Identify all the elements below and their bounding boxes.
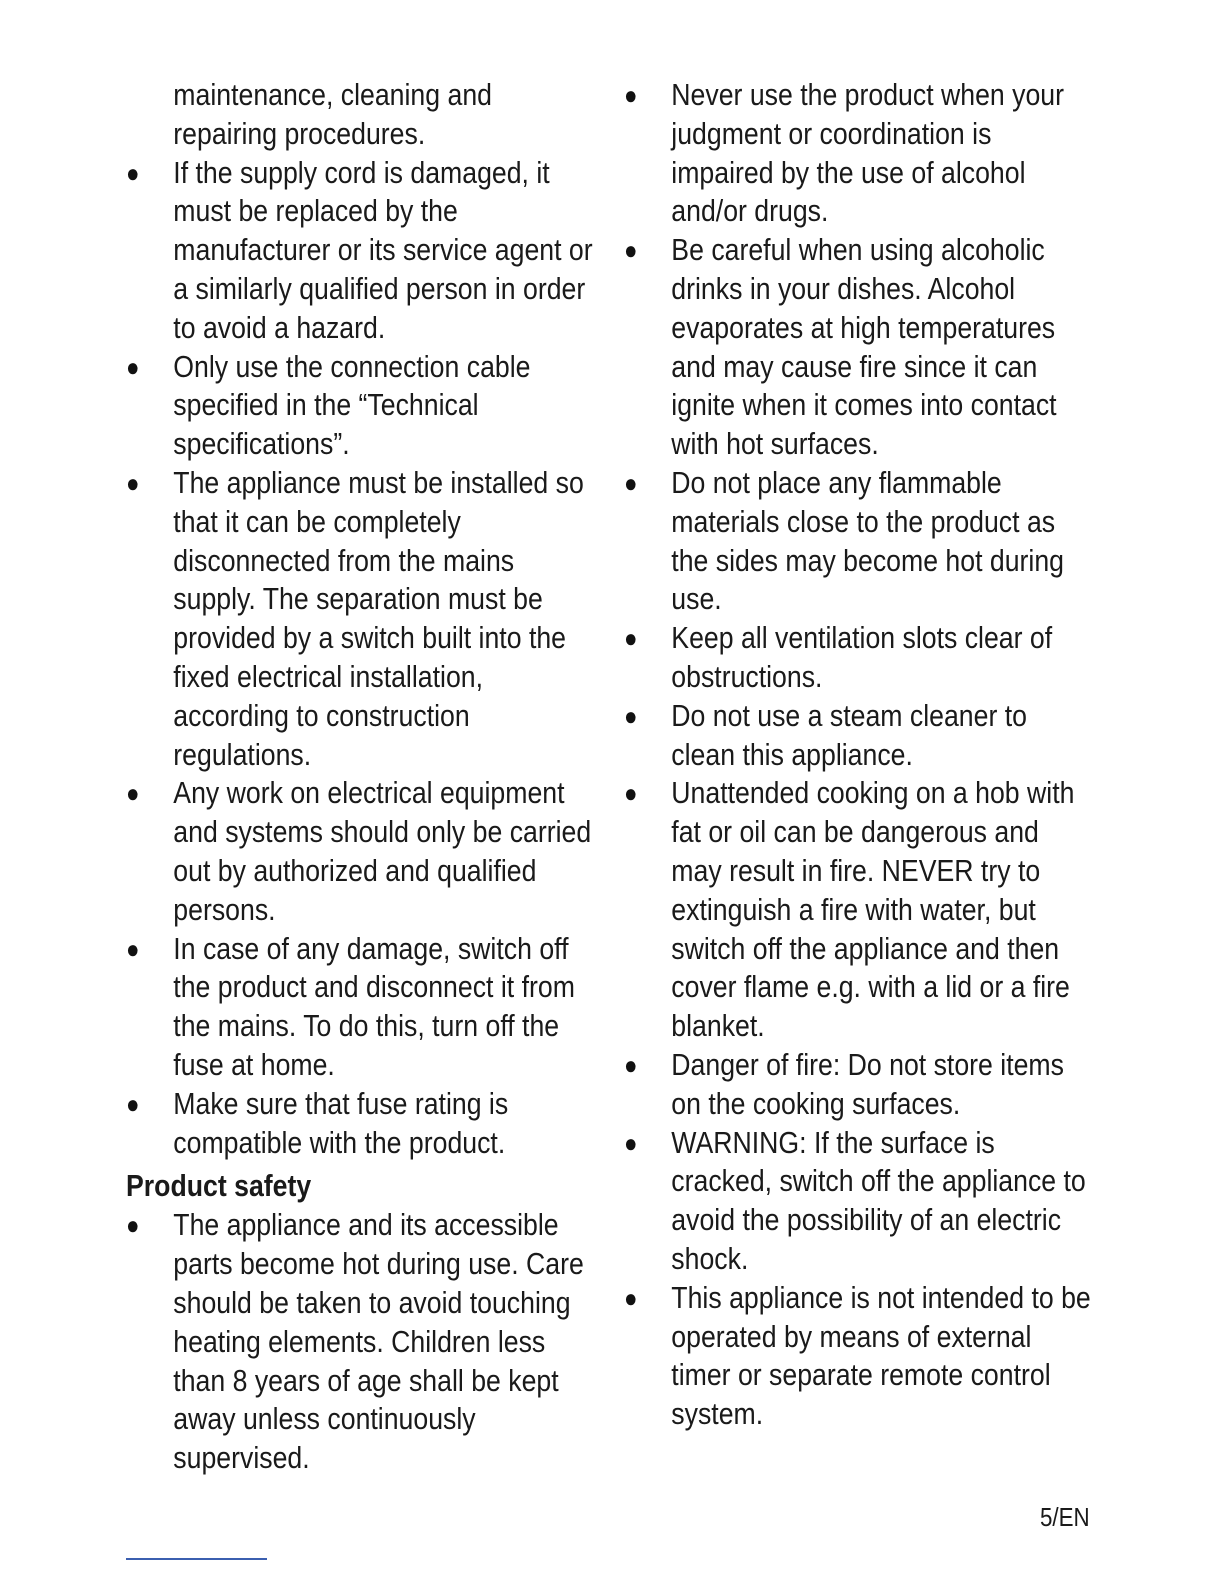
list-item — [624, 697, 1094, 775]
bullet-icon: ● — [624, 778, 638, 809]
list-item-text: Make sure that fuse rating is compatible with the product. — [173, 1085, 509, 1160]
list-item-text: Unattended cooking on a hob with fat or oil can be dangerous and may result in fire. NEVER try to extinguish a fire with water, but switch off the appliance and then cover flame e.g. with a lid or a fire blanket. — [671, 775, 1075, 1044]
bullet-icon: ● — [126, 351, 140, 382]
list-item — [624, 1046, 1094, 1124]
list-item-text: Only use the connection cable specified in the “Technical specifications”. — [173, 348, 531, 462]
bullet-icon: ● — [126, 1210, 140, 1241]
bullet-icon: ● — [624, 1282, 638, 1313]
list-item-text: WARNING: If the surface is cracked, switch off the appliance to avoid the possibility of an electric shock. — [671, 1124, 1086, 1276]
section-heading: Product safety — [126, 1168, 312, 1204]
bullet-icon: ● — [624, 700, 638, 731]
list-item-text: Keep all ventilation slots clear of obstructions. — [671, 620, 1053, 694]
list-item-text: Do not use a steam cleaner to clean this appliance. — [671, 697, 1027, 772]
continued-paragraph: maintenance, cleaning and repairing procedures. — [173, 77, 492, 151]
bullet-icon: ● — [126, 778, 140, 809]
list-item — [624, 231, 1094, 464]
list-item-text: This appliance is not intended to be operated by means of external timer or separate remote control system. — [671, 1279, 1091, 1432]
list-item — [126, 154, 596, 348]
list-item-text: Never use the product when your judgment or coordination is impaired by the use of alcohol and/or drugs. — [671, 77, 1065, 229]
list-item — [624, 619, 1094, 697]
list-item — [624, 464, 1094, 619]
list-item — [126, 1206, 596, 1478]
list-item-text: The appliance must be installed so that it can be completely disconnected from the mains supply. The separation must be provided by a switch built into the fixed electrical installation, according to construction regulations. — [173, 464, 584, 772]
list-item-text: Danger of fire: Do not store items on the cooking surfaces. — [671, 1046, 1064, 1121]
page-number: 5/EN — [1040, 1502, 1090, 1532]
list-item — [624, 76, 1094, 231]
list-item-text: Any work on electrical equipment and systems should only be carried out by authorized and qualified persons. — [173, 775, 592, 927]
bullet-icon: ● — [624, 80, 638, 110]
list-item-text: Be careful when using alcoholic drinks in your dishes. Alcohol evaporates at high temperatures and may cause fire since it can ignite when it comes into contact with hot surfaces. — [671, 232, 1057, 462]
right-column — [624, 76, 1094, 1434]
footer-rule — [126, 1558, 267, 1560]
list-item-text: Do not place any flammable materials close to the product as the sides may become hot during use. — [671, 464, 1065, 617]
list-item-text: The appliance and its accessible parts become hot during use. Care should be taken to avoid touching heating elements. Children less than 8 years of age shall be kept away unless continuously supervised. — [173, 1207, 584, 1476]
bullet-icon: ● — [126, 157, 140, 188]
bullet-icon: ● — [624, 467, 638, 498]
list-item — [126, 1085, 596, 1163]
list-item-text: If the supply cord is damaged, it must be replaced by the manufacturer or its service agent or a similarly qualified person in order to avoid a hazard. — [173, 154, 593, 345]
list-item — [624, 774, 1094, 1046]
list-item — [126, 774, 596, 929]
bullet-icon: ● — [624, 235, 638, 266]
list-item — [126, 348, 596, 464]
bullet-icon: ● — [624, 1049, 638, 1080]
list-item-text: In case of any damage, switch off the product and disconnect it from the mains. To do this, turn off the fuse at home. — [173, 930, 575, 1082]
bullet-icon: ● — [126, 467, 140, 498]
bullet-icon: ● — [624, 1127, 638, 1158]
list-item — [624, 1279, 1094, 1434]
bullet-icon: ● — [624, 623, 638, 654]
list-item — [624, 1124, 1094, 1279]
bullet-icon: ● — [126, 933, 140, 964]
list-item — [126, 930, 596, 1085]
bullet-icon: ● — [126, 1088, 140, 1119]
left-column — [126, 76, 596, 1478]
list-item — [126, 464, 596, 774]
